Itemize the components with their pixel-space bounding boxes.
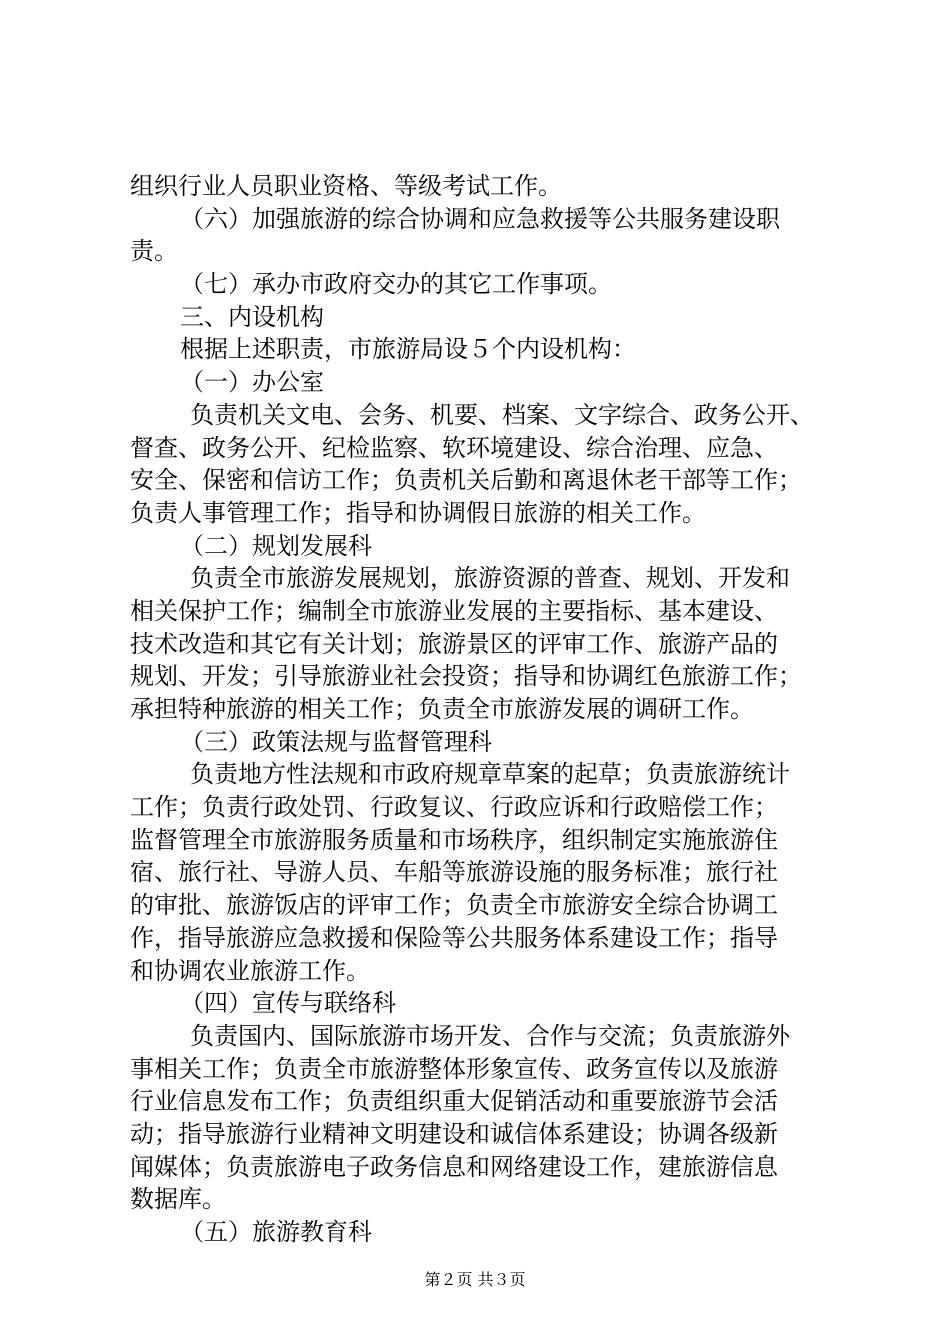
text-line: 负责人事管理工作；指导和协调假日旅游的相关工作。 (130, 498, 706, 527)
text-line: 作，指导旅游应急救援和保险等公共服务体系建设工作；指导 (130, 923, 778, 952)
subsection-heading: （一）办公室 (180, 368, 324, 397)
text-line: 责。 (130, 237, 178, 266)
text-line: 规划、开发；引导旅游业社会投资；指导和协调红色旅游工作； (130, 662, 802, 691)
text-line: 负责国内、国际旅游市场开发、合作与交流；负责旅游外 (190, 1021, 790, 1050)
text-line: 安全、保密和信访工作；负责机关后勤和离退休老干部等工作； (130, 466, 802, 495)
text-line: 组织行业人员职业资格、等级考试工作。 (130, 172, 562, 200)
subsection-heading: （三）政策法规与监督管理科 (180, 727, 492, 756)
text-line: 宿、旅行社、导游人员、车船等旅游设施的服务标准；旅行社 (130, 858, 778, 887)
page-number-footer: 第２页 共３页 (424, 1270, 526, 1289)
document-body (130, 170, 842, 1249)
text-line: 负责全市旅游发展规划，旅游资源的普查、规划、开发和 (190, 564, 790, 593)
text-line: 数据库。 (130, 1185, 226, 1214)
text-line: 工作；负责行政处罚、行政复议、行政应诉和行政赔偿工作； (130, 793, 778, 822)
section-heading: 三、内设机构 (180, 302, 324, 331)
text-line: 督查、政务公开、纪检监察、软环境建设、综合治理、应急、 (130, 433, 778, 462)
text-line: 相关保护工作；编制全市旅游业发展的主要指标、基本建设、 (130, 596, 778, 625)
text-line: 负责地方性法规和市政府规章草案的起草；负责旅游统计 (190, 760, 790, 789)
text-line: 负责机关文电、会务、机要、档案、文字综合、政务公开、 (190, 400, 814, 429)
text-line: （六）加强旅游的综合协调和应急救援等公共服务建设职 (180, 204, 780, 233)
text-line: 闻媒体；负责旅游电子政务信息和网络建设工作，建旅游信息 (130, 1152, 778, 1181)
text-line: 根据上述职责，市旅游局设５个内设机构： (180, 335, 636, 364)
text-line: 的审批、旅游饭店的评审工作；负责全市旅游安全综合协调工 (130, 891, 778, 920)
subsection-heading: （五）旅游教育科 (180, 1218, 372, 1246)
text-line: 行业信息发布工作；负责组织重大促销活动和重要旅游节会活 (130, 1087, 778, 1116)
text-line: 事相关工作；负责全市旅游整体形象宣传、政务宣传以及旅游 (130, 1054, 778, 1083)
text-line: 监督管理全市旅游服务质量和市场秩序，组织制定实施旅游住 (130, 825, 778, 854)
text-line: 技术改造和其它有关计划；旅游景区的评审工作、旅游产品的 (130, 629, 778, 658)
text-line: 动；指导旅游行业精神文明建设和诚信体系建设；协调各级新 (130, 1119, 778, 1148)
text-line: 和协调农业旅游工作。 (130, 956, 370, 985)
subsection-heading: （四）宣传与联络科 (180, 989, 396, 1018)
text-line: 承担特种旅游的相关工作；负责全市旅游发展的调研工作。 (130, 695, 754, 723)
text-line: （七）承办市政府交办的其它工作事项。 (180, 270, 612, 299)
subsection-heading: （二）规划发展科 (180, 531, 372, 560)
